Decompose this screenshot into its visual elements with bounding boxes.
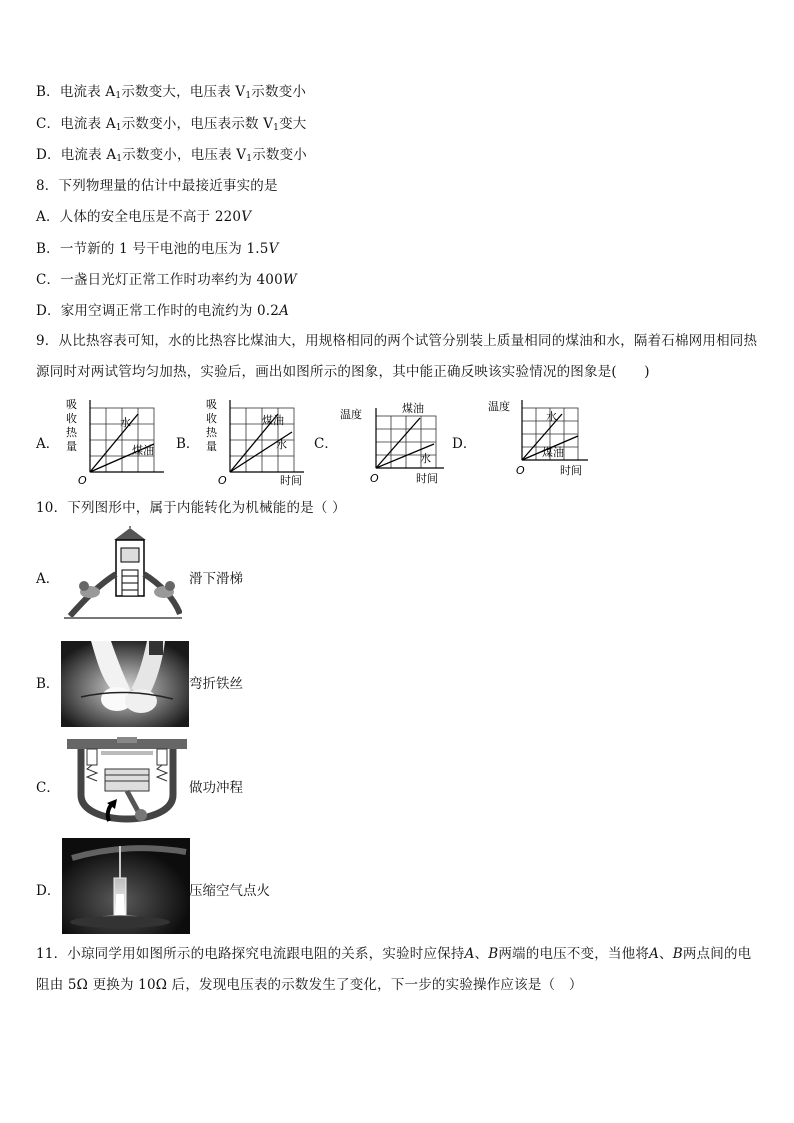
q9-option-b-label: B． <box>176 436 200 452</box>
q8-stem: 8．下列物理量的估计中最接近事实的是 <box>36 178 278 194</box>
y-label-char: 收 <box>206 412 217 425</box>
q7-option-d: D．电流表 $A_1$示数变小，电压表 $V_1$示数变小 <box>36 147 307 164</box>
q9-graph-d <box>488 396 618 488</box>
y-axis-label: 温度 <box>488 400 510 413</box>
engine-stroke-icon <box>67 737 187 835</box>
water-label: 水 <box>420 452 431 465</box>
x-axis-label: 时间 <box>416 472 438 485</box>
q10-option-c-caption: 做功冲程 <box>189 780 243 796</box>
air-compression-photo <box>62 838 190 934</box>
kerosene-label: 煤油 <box>402 402 424 415</box>
origin-label: O <box>370 472 379 485</box>
water-label: 水 <box>276 438 287 451</box>
kerosene-label: 煤油 <box>262 414 284 427</box>
q8-option-c: C．一盏日光灯正常工作时功率约为 400W <box>36 272 297 288</box>
y-label-char: 量 <box>206 440 217 453</box>
q7-option-c: C．电流表 $A_1$示数变小，电压表示数 $V_1$变大 <box>36 116 307 133</box>
q11-stem: 11．小琼同学用如图所示的电路探究电流跟电阻的关系，实验时应保持A、B两端的电压不变，当他将A、B两点间的电阻由 5Ω 更换为 10Ω 后，发现电压表的示数发生了变化，下一步的实验操作应该是（ ） <box>36 946 752 993</box>
y-label-char: 吸 <box>206 398 217 411</box>
q10-option-d-caption: 压缩空气点火 <box>189 883 270 899</box>
q10-option-a-caption: 滑下滑梯 <box>189 571 243 587</box>
x-axis-label: 时间 <box>560 464 582 477</box>
q10-option-d-label: D． <box>36 883 61 899</box>
kerosene-label: 煤油 <box>542 446 564 459</box>
water-label: 水 <box>120 416 131 429</box>
kerosene-label: 煤油 <box>132 444 154 457</box>
y-label-char: 热 <box>206 426 217 439</box>
slide-icon <box>64 526 182 622</box>
q9-option-a-label: A． <box>36 436 60 452</box>
q10-option-a-label: A． <box>36 571 60 587</box>
q9-option-d-label: D． <box>452 436 477 452</box>
q9-option-c-label: C． <box>314 436 338 452</box>
q8-option-b: B．一节新的 1 号干电池的电压为 1.5V <box>36 241 279 257</box>
y-label-char: 热 <box>66 426 77 439</box>
origin-label: O <box>218 474 227 486</box>
x-axis-label: 时间 <box>280 474 302 486</box>
q9-stem: 9．从比热容表可知，水的比热容比煤油大，用规格相同的两个试管分别装上质量相同的煤油和水，隔着石棉网用相同热源同时对两试管均匀加热，实验后，画出如图所示的图象，其中能正确反映该实验情况的图象是( ) <box>36 333 758 380</box>
q10-option-b-label: B． <box>36 676 60 692</box>
kerosene-line <box>376 418 420 468</box>
q10-option-b-caption: 弯折铁丝 <box>189 676 243 692</box>
q9-graph-a <box>64 396 184 486</box>
origin-label: O <box>78 474 87 486</box>
q10-stem: 10．下列图形中，属于内能转化为机械能的是（ ） <box>36 500 346 516</box>
bending-wire-photo <box>61 641 189 727</box>
q9-graph-options <box>36 396 758 488</box>
water-label: 水 <box>546 410 557 423</box>
y-label-char: 量 <box>66 440 77 453</box>
q7-option-b: B．电流表 $A_1$示数变大，电压表 $V_1$示数变小 <box>36 84 307 101</box>
q10-option-c-label: C． <box>36 780 60 796</box>
q8-option-d: D．家用空调正常工作时的电流约为 0.2A <box>36 303 290 319</box>
q9-graph-b <box>204 396 324 486</box>
y-axis-label: 温度 <box>340 408 362 421</box>
q8-option-a: A．人体的安全电压是不高于 220V <box>36 209 252 225</box>
y-label-char: 吸 <box>66 398 77 411</box>
origin-label: O <box>516 464 525 477</box>
q9-graph-c <box>340 398 460 490</box>
y-label-char: 收 <box>66 412 77 425</box>
